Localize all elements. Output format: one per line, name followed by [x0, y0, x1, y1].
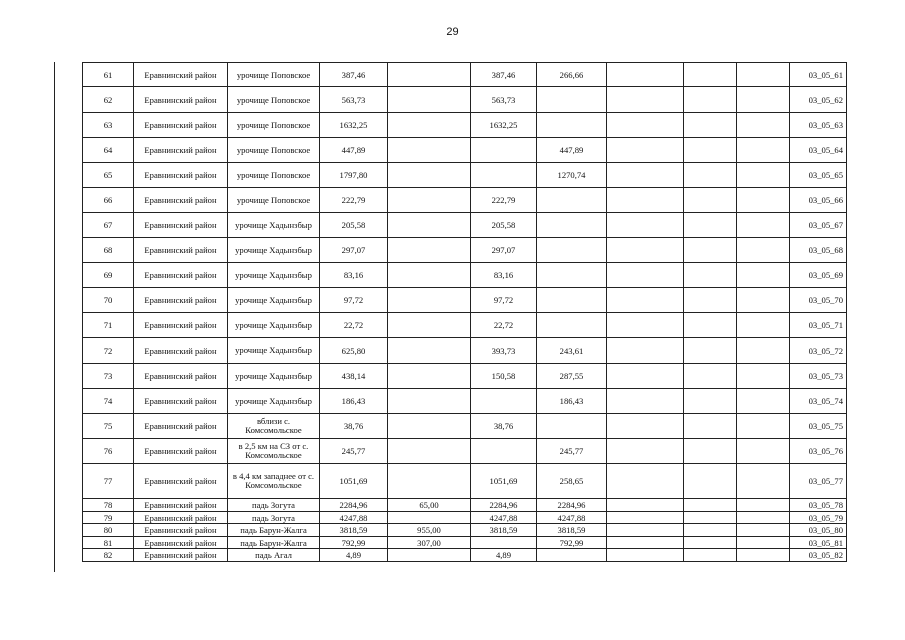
value-col2-cell: 307,00 — [388, 537, 471, 549]
table-row — [83, 537, 847, 549]
value-col3-cell: 1632,25 — [471, 113, 537, 138]
value-col5-cell — [607, 414, 684, 439]
code-cell: 03_05_68 — [790, 238, 847, 263]
page-number: 29 — [446, 26, 459, 38]
row-number: 79 — [83, 512, 134, 524]
value-col4-cell: 266,66 — [537, 63, 607, 87]
code-cell: 03_05_66 — [790, 188, 847, 213]
value-col4-cell: 245,77 — [537, 439, 607, 464]
value-col2-cell — [388, 213, 471, 238]
district-cell: Еравнинский район — [134, 163, 228, 188]
value-col5-cell — [607, 313, 684, 338]
value-col7-cell — [737, 364, 790, 389]
area-total-cell: 447,89 — [320, 138, 388, 163]
table-row — [83, 338, 847, 364]
value-col6-cell — [684, 63, 737, 87]
value-col4-cell: 186,43 — [537, 389, 607, 414]
location-cell: падь Агал — [228, 549, 320, 562]
value-col6-cell — [684, 138, 737, 163]
value-col4-cell — [537, 414, 607, 439]
row-number: 78 — [83, 499, 134, 512]
value-col6-cell — [684, 163, 737, 188]
value-col7-cell — [737, 263, 790, 288]
value-col5-cell — [607, 87, 684, 113]
area-total-cell: 4,89 — [320, 549, 388, 562]
value-col3-cell: 2284,96 — [471, 499, 537, 512]
code-cell: 03_05_62 — [790, 87, 847, 113]
table-row — [83, 512, 847, 524]
value-col6-cell — [684, 537, 737, 549]
table-row — [83, 364, 847, 389]
value-col7-cell — [737, 537, 790, 549]
table-row — [83, 524, 847, 537]
table-row — [83, 213, 847, 238]
value-col2-cell — [388, 238, 471, 263]
location-cell: падь Зогута — [228, 512, 320, 524]
district-cell: Еравнинский район — [134, 288, 228, 313]
code-cell: 03_05_74 — [790, 389, 847, 414]
district-cell: Еравнинский район — [134, 213, 228, 238]
value-col6-cell — [684, 512, 737, 524]
value-col3-cell — [471, 389, 537, 414]
value-col5-cell — [607, 138, 684, 163]
district-cell: Еравнинский район — [134, 414, 228, 439]
value-col4-cell: 4247,88 — [537, 512, 607, 524]
row-number: 69 — [83, 263, 134, 288]
code-cell: 03_05_61 — [790, 63, 847, 87]
area-total-cell: 186,43 — [320, 389, 388, 414]
district-cell: Еравнинский район — [134, 549, 228, 562]
code-cell: 03_05_69 — [790, 263, 847, 288]
value-col7-cell — [737, 87, 790, 113]
value-col6-cell — [684, 87, 737, 113]
row-number: 77 — [83, 464, 134, 499]
area-total-cell: 22,72 — [320, 313, 388, 338]
area-total-cell: 4247,88 — [320, 512, 388, 524]
value-col4-cell: 3818,59 — [537, 524, 607, 537]
district-cell: Еравнинский район — [134, 537, 228, 549]
value-col2-cell — [388, 364, 471, 389]
value-col6-cell — [684, 464, 737, 499]
district-cell: Еравнинский район — [134, 389, 228, 414]
district-cell: Еравнинский район — [134, 338, 228, 364]
row-number: 70 — [83, 288, 134, 313]
value-col5-cell — [607, 263, 684, 288]
value-col5-cell — [607, 213, 684, 238]
location-cell: урочище Хадынзбыр — [228, 263, 320, 288]
value-col4-cell: 2284,96 — [537, 499, 607, 512]
district-cell: Еравнинский район — [134, 87, 228, 113]
value-col4-cell: 792,99 — [537, 537, 607, 549]
table-row — [83, 238, 847, 263]
value-col3-cell: 393,73 — [471, 338, 537, 364]
value-col3-cell: 38,76 — [471, 414, 537, 439]
value-col4-cell — [537, 313, 607, 338]
value-col5-cell — [607, 512, 684, 524]
table-row — [83, 188, 847, 213]
value-col4-cell: 1270,74 — [537, 163, 607, 188]
row-number: 80 — [83, 524, 134, 537]
value-col3-cell: 83,16 — [471, 263, 537, 288]
value-col6-cell — [684, 364, 737, 389]
area-total-cell: 38,76 — [320, 414, 388, 439]
value-col5-cell — [607, 439, 684, 464]
value-col4-cell: 258,65 — [537, 464, 607, 499]
value-col6-cell — [684, 313, 737, 338]
row-number: 76 — [83, 439, 134, 464]
area-total-cell: 792,99 — [320, 537, 388, 549]
district-cell: Еравнинский район — [134, 499, 228, 512]
location-cell: урочище Поповское — [228, 138, 320, 163]
value-col4-cell — [537, 188, 607, 213]
area-total-cell: 97,72 — [320, 288, 388, 313]
district-cell: Еравнинский район — [134, 138, 228, 163]
code-cell: 03_05_82 — [790, 549, 847, 562]
table-row — [83, 288, 847, 313]
table-row — [83, 389, 847, 414]
value-col2-cell — [388, 113, 471, 138]
code-cell: 03_05_75 — [790, 414, 847, 439]
table-row — [83, 113, 847, 138]
value-col4-cell: 447,89 — [537, 138, 607, 163]
location-cell: урочище Хадынзбыр — [228, 213, 320, 238]
row-number: 71 — [83, 313, 134, 338]
value-col7-cell — [737, 113, 790, 138]
table-body — [83, 63, 847, 562]
table-row — [83, 549, 847, 562]
location-cell: урочище Поповское — [228, 63, 320, 87]
value-col4-cell — [537, 263, 607, 288]
value-col5-cell — [607, 163, 684, 188]
code-cell: 03_05_64 — [790, 138, 847, 163]
location-cell: падь Барун-Жалга — [228, 524, 320, 537]
value-col7-cell — [737, 464, 790, 499]
value-col7-cell — [737, 338, 790, 364]
district-cell: Еравнинский район — [134, 524, 228, 537]
value-col2-cell — [388, 389, 471, 414]
row-number: 82 — [83, 549, 134, 562]
value-col5-cell — [607, 364, 684, 389]
value-col4-cell — [537, 87, 607, 113]
value-col7-cell — [737, 63, 790, 87]
district-cell: Еравнинский район — [134, 113, 228, 138]
value-col2-cell — [388, 439, 471, 464]
code-cell: 03_05_76 — [790, 439, 847, 464]
value-col4-cell: 287,55 — [537, 364, 607, 389]
value-col7-cell — [737, 524, 790, 537]
value-col5-cell — [607, 238, 684, 263]
row-number: 81 — [83, 537, 134, 549]
value-col7-cell — [737, 512, 790, 524]
table-row — [83, 138, 847, 163]
value-col2-cell: 65,00 — [388, 499, 471, 512]
value-col3-cell: 1051,69 — [471, 464, 537, 499]
value-col6-cell — [684, 338, 737, 364]
value-col3-cell: 4247,88 — [471, 512, 537, 524]
area-total-cell: 387,46 — [320, 63, 388, 87]
value-col2-cell — [388, 512, 471, 524]
table-row — [83, 414, 847, 439]
value-col7-cell — [737, 389, 790, 414]
value-col4-cell — [537, 213, 607, 238]
value-col6-cell — [684, 389, 737, 414]
value-col3-cell: 150,58 — [471, 364, 537, 389]
value-col7-cell — [737, 163, 790, 188]
area-total-cell: 563,73 — [320, 87, 388, 113]
value-col3-cell: 4,89 — [471, 549, 537, 562]
district-cell: Еравнинский район — [134, 188, 228, 213]
row-number: 65 — [83, 163, 134, 188]
value-col6-cell — [684, 188, 737, 213]
location-cell: в 2,5 км на СЗ от с. Комсомольское — [228, 439, 320, 464]
code-cell: 03_05_63 — [790, 113, 847, 138]
location-cell: урочище Поповское — [228, 163, 320, 188]
location-cell: урочище Поповское — [228, 113, 320, 138]
value-col4-cell: 243,61 — [537, 338, 607, 364]
value-col3-cell: 563,73 — [471, 87, 537, 113]
value-col6-cell — [684, 263, 737, 288]
value-col6-cell — [684, 499, 737, 512]
code-cell: 03_05_78 — [790, 499, 847, 512]
district-cell: Еравнинский район — [134, 238, 228, 263]
value-col3-cell: 297,07 — [471, 238, 537, 263]
row-number: 75 — [83, 414, 134, 439]
area-total-cell: 3818,59 — [320, 524, 388, 537]
district-cell: Еравнинский район — [134, 263, 228, 288]
value-col5-cell — [607, 499, 684, 512]
location-cell: урочище Хадынзбыр — [228, 338, 320, 364]
value-col2-cell — [388, 263, 471, 288]
value-col3-cell: 22,72 — [471, 313, 537, 338]
code-cell: 03_05_65 — [790, 163, 847, 188]
location-cell: урочище Хадынзбыр — [228, 313, 320, 338]
area-total-cell: 1632,25 — [320, 113, 388, 138]
location-cell: падь Зогута — [228, 499, 320, 512]
district-cell: Еравнинский район — [134, 512, 228, 524]
area-total-cell: 1797,80 — [320, 163, 388, 188]
area-total-cell: 625,80 — [320, 338, 388, 364]
code-cell: 03_05_71 — [790, 313, 847, 338]
value-col7-cell — [737, 499, 790, 512]
code-cell: 03_05_72 — [790, 338, 847, 364]
value-col3-cell: 387,46 — [471, 63, 537, 87]
code-cell: 03_05_81 — [790, 537, 847, 549]
value-col7-cell — [737, 138, 790, 163]
code-cell: 03_05_73 — [790, 364, 847, 389]
code-cell: 03_05_67 — [790, 213, 847, 238]
value-col6-cell — [684, 439, 737, 464]
left-margin-rule — [54, 62, 55, 572]
value-col6-cell — [684, 414, 737, 439]
value-col5-cell — [607, 113, 684, 138]
code-cell: 03_05_77 — [790, 464, 847, 499]
code-cell: 03_05_80 — [790, 524, 847, 537]
location-cell: вблизи с. Комсомольское — [228, 414, 320, 439]
value-col5-cell — [607, 464, 684, 499]
value-col4-cell — [537, 288, 607, 313]
value-col4-cell — [537, 113, 607, 138]
row-number: 62 — [83, 87, 134, 113]
district-cell: Еравнинский район — [134, 364, 228, 389]
value-col3-cell — [471, 439, 537, 464]
value-col5-cell — [607, 288, 684, 313]
value-col7-cell — [737, 549, 790, 562]
value-col6-cell — [684, 549, 737, 562]
value-col3-cell: 97,72 — [471, 288, 537, 313]
row-number: 74 — [83, 389, 134, 414]
row-number: 72 — [83, 338, 134, 364]
district-cell: Еравнинский район — [134, 464, 228, 499]
value-col5-cell — [607, 338, 684, 364]
row-number: 67 — [83, 213, 134, 238]
value-col6-cell — [684, 288, 737, 313]
district-cell: Еравнинский район — [134, 439, 228, 464]
code-cell: 03_05_70 — [790, 288, 847, 313]
area-total-cell: 83,16 — [320, 263, 388, 288]
value-col2-cell — [388, 288, 471, 313]
table-row — [83, 87, 847, 113]
location-cell: урочище Хадынзбыр — [228, 364, 320, 389]
value-col2-cell — [388, 63, 471, 87]
area-total-cell: 297,07 — [320, 238, 388, 263]
location-cell: урочище Хадынзбыр — [228, 238, 320, 263]
value-col7-cell — [737, 238, 790, 263]
value-col2-cell — [388, 464, 471, 499]
location-cell: падь Барун-Жалга — [228, 537, 320, 549]
value-col7-cell — [737, 213, 790, 238]
value-col2-cell — [388, 338, 471, 364]
value-col3-cell: 3818,59 — [471, 524, 537, 537]
value-col5-cell — [607, 537, 684, 549]
value-col2-cell — [388, 163, 471, 188]
table-row — [83, 163, 847, 188]
value-col3-cell — [471, 537, 537, 549]
location-cell: урочище Поповское — [228, 87, 320, 113]
value-col3-cell — [471, 163, 537, 188]
value-col4-cell — [537, 549, 607, 562]
value-col2-cell — [388, 138, 471, 163]
value-col3-cell — [471, 138, 537, 163]
location-cell: урочище Хадынзбыр — [228, 389, 320, 414]
value-col5-cell — [607, 524, 684, 537]
value-col5-cell — [607, 188, 684, 213]
table-row — [83, 263, 847, 288]
table-row — [83, 63, 847, 87]
value-col6-cell — [684, 213, 737, 238]
location-cell: урочище Поповское — [228, 188, 320, 213]
row-number: 61 — [83, 63, 134, 87]
value-col5-cell — [607, 63, 684, 87]
value-col2-cell — [388, 188, 471, 213]
value-col5-cell — [607, 389, 684, 414]
district-cell: Еравнинский район — [134, 313, 228, 338]
area-total-cell: 1051,69 — [320, 464, 388, 499]
value-col7-cell — [737, 313, 790, 338]
area-total-cell: 245,77 — [320, 439, 388, 464]
area-total-cell: 2284,96 — [320, 499, 388, 512]
table-row — [83, 313, 847, 338]
value-col7-cell — [737, 414, 790, 439]
data-table — [82, 62, 847, 562]
value-col2-cell — [388, 549, 471, 562]
district-cell: Еравнинский район — [134, 63, 228, 87]
table-row — [83, 464, 847, 499]
value-col3-cell: 222,79 — [471, 188, 537, 213]
row-number: 63 — [83, 113, 134, 138]
value-col5-cell — [607, 549, 684, 562]
value-col7-cell — [737, 439, 790, 464]
value-col6-cell — [684, 113, 737, 138]
row-number: 66 — [83, 188, 134, 213]
value-col7-cell — [737, 288, 790, 313]
value-col7-cell — [737, 188, 790, 213]
row-number: 73 — [83, 364, 134, 389]
value-col2-cell — [388, 313, 471, 338]
value-col6-cell — [684, 238, 737, 263]
location-cell: урочище Хадынзбыр — [228, 288, 320, 313]
value-col3-cell: 205,58 — [471, 213, 537, 238]
value-col4-cell — [537, 238, 607, 263]
area-total-cell: 222,79 — [320, 188, 388, 213]
table-row — [83, 439, 847, 464]
area-total-cell: 205,58 — [320, 213, 388, 238]
row-number: 64 — [83, 138, 134, 163]
location-cell: в 4,4 км западнее от с. Комсомольское — [228, 464, 320, 499]
row-number: 68 — [83, 238, 134, 263]
value-col2-cell: 955,00 — [388, 524, 471, 537]
code-cell: 03_05_79 — [790, 512, 847, 524]
value-col2-cell — [388, 87, 471, 113]
value-col2-cell — [388, 414, 471, 439]
value-col6-cell — [684, 524, 737, 537]
area-total-cell: 438,14 — [320, 364, 388, 389]
table-row — [83, 499, 847, 512]
